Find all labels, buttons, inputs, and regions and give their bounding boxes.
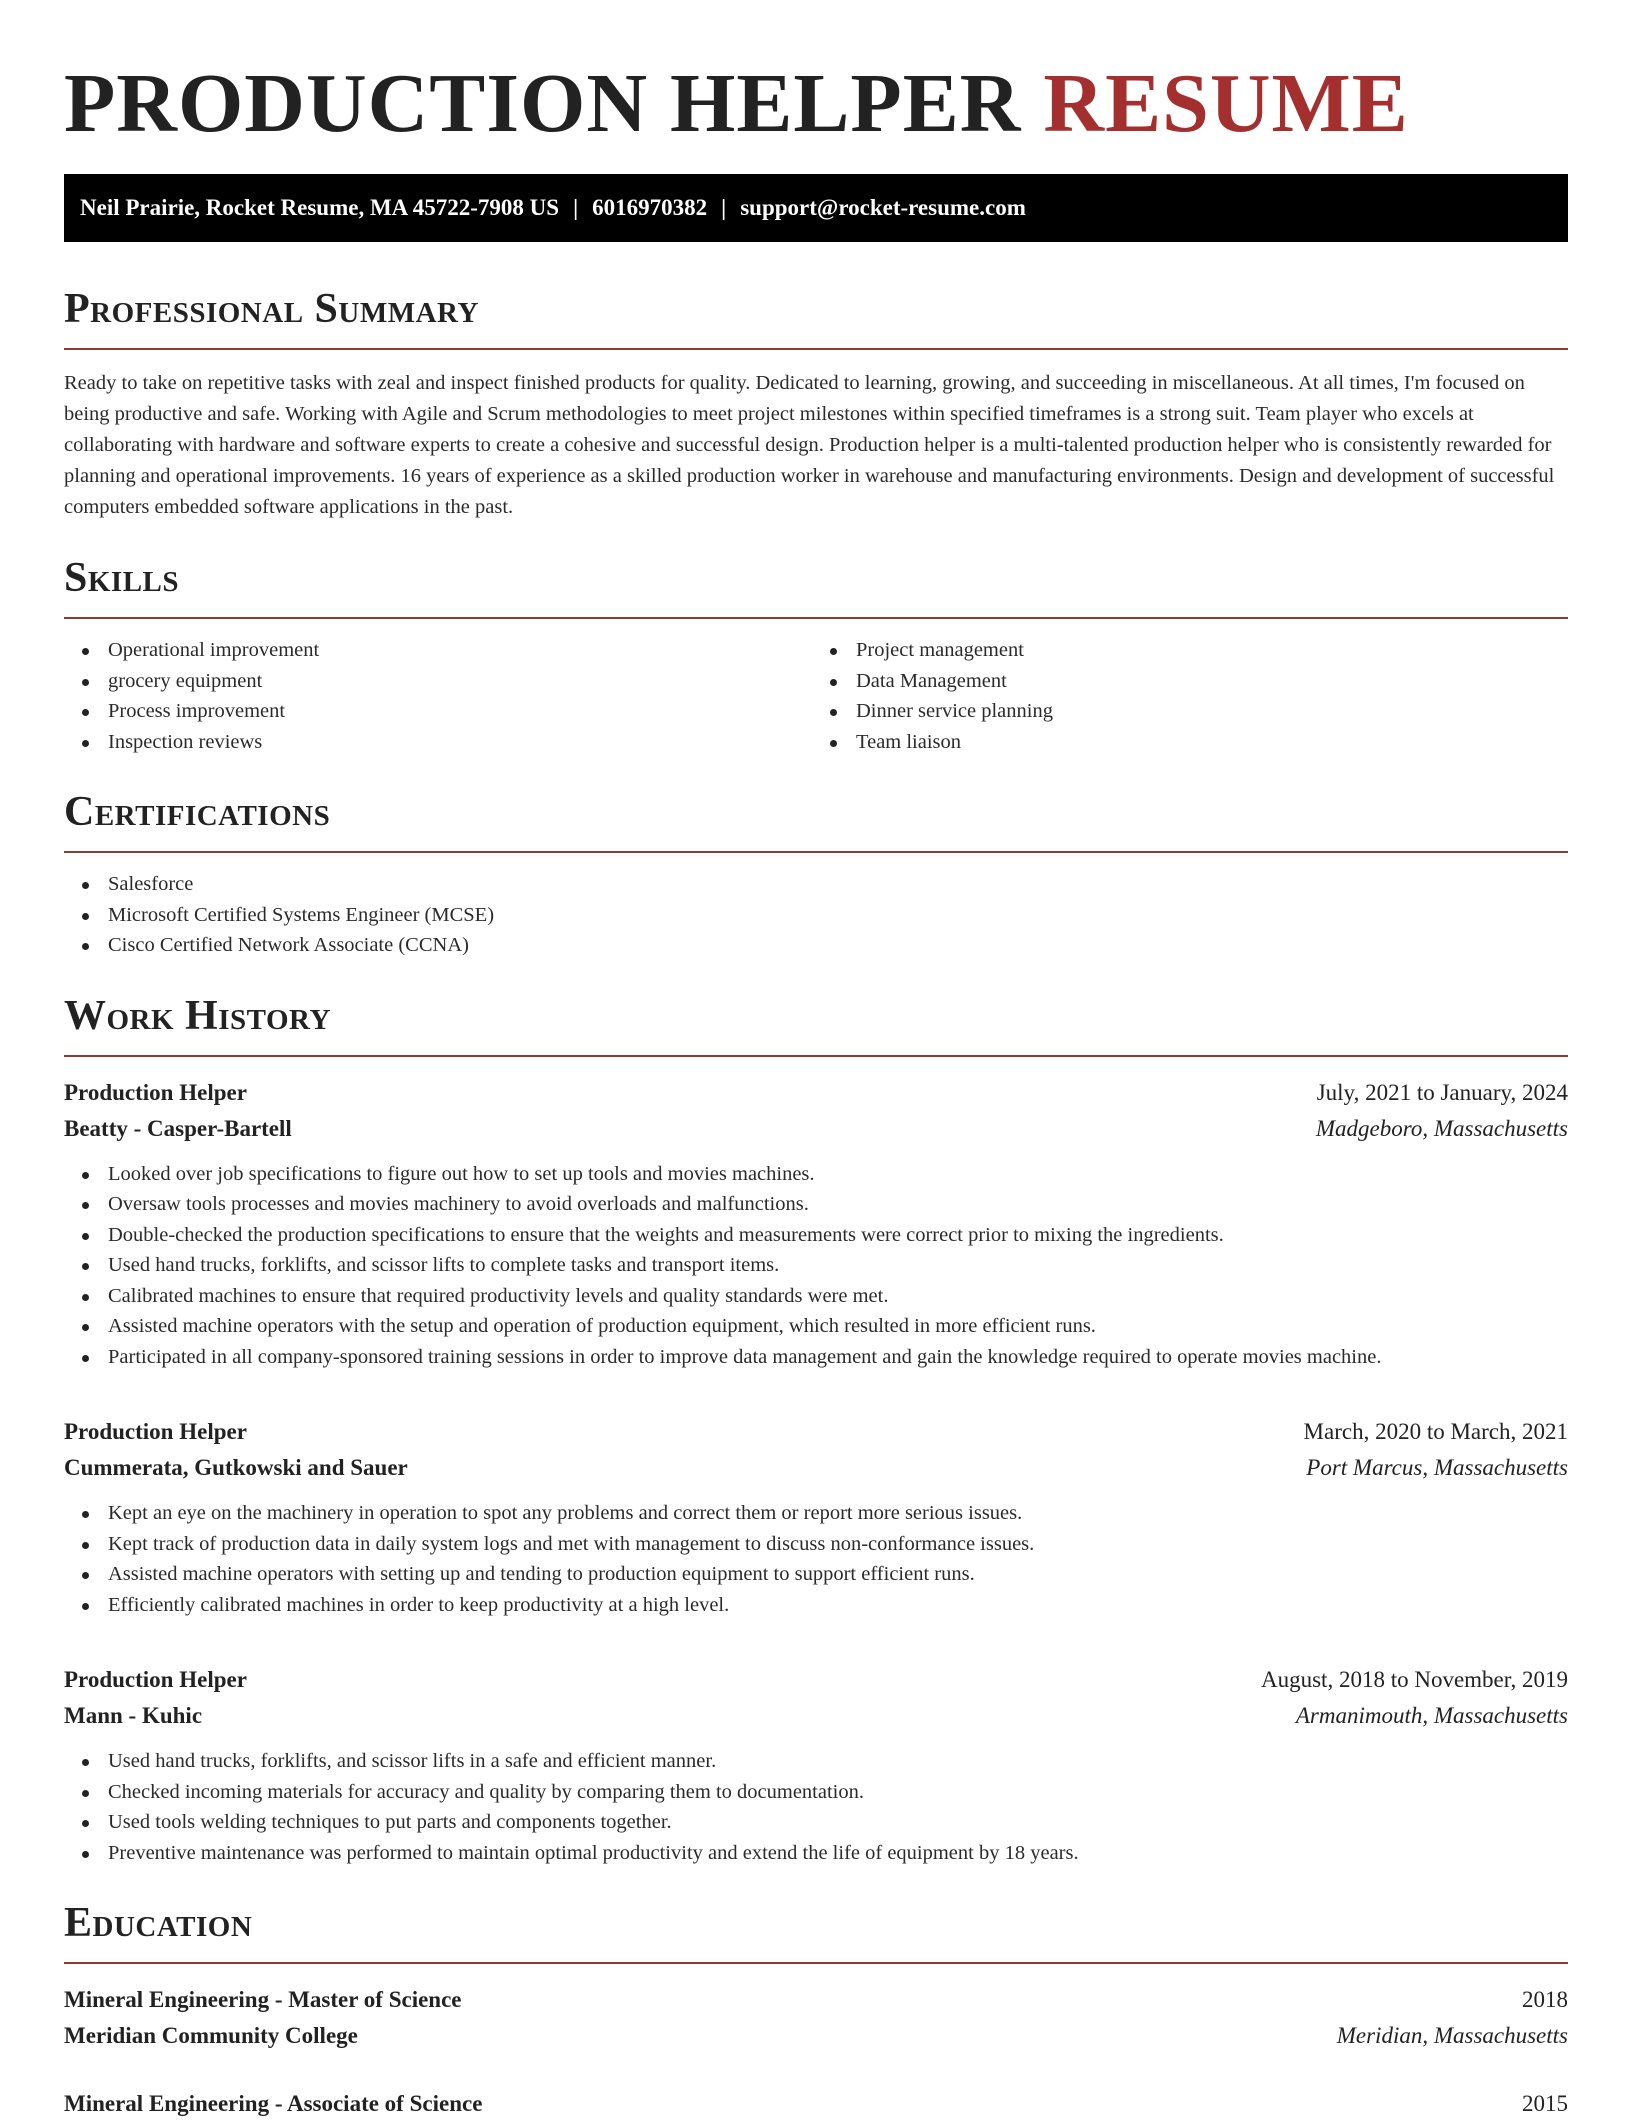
job-title: Production Helper [64,1419,247,1444]
job-duty: Assisted machine operators with the setup and operation of production equipment, which resulted in more efficient runs. [64,1311,1568,1342]
job-company-row [64,1450,1568,1486]
work-history-heading: Work History [64,992,331,1039]
job-company: Beatty - Casper-Bartell [64,1115,292,1141]
education-heading: Education [64,1900,253,1946]
job-duty: Used hand trucks, forklifts, and scissor lifts in a safe and efficient manner. [64,1746,1568,1777]
contact-address: Neil Prairie, Rocket Resume, MA 45722-7908 US [80,195,560,220]
job-dates: July, 2021 to January, 2024 [1316,1079,1568,1105]
education-header-row [64,2086,1568,2122]
summary-heading: Professional Summary [64,286,479,332]
job-duty: Calibrated machines to ensure that required productivity levels and quality standards were met. [64,1281,1568,1312]
job-entry [64,1414,1568,1620]
job-location: Armanimouth, Massachusetts [1295,1703,1568,1728]
job-duty: Looked over job specifications to figure out how to set up tools and movies machines. [64,1159,1568,1190]
job-header-row [64,1075,1568,1111]
job-company-row [64,1698,1568,1734]
skills-heading: Skills [64,555,180,601]
job-title: Production Helper [64,1667,247,1692]
section-divider [64,1055,1568,1057]
job-duty: Kept an eye on the machinery in operation to spot any problems and correct them or report more serious issues. [64,1498,1568,1529]
skill-item: Process improvement [64,696,816,727]
skills-section [64,553,1568,757]
contact-bar [64,174,1568,242]
contact-email: support@rocket-resume.com [740,195,1026,220]
education-school: Meridian Community College [64,2023,358,2048]
job-location: Madgeboro, Massachusetts [1315,1115,1568,1141]
title-accent: RESUME [1043,57,1409,150]
section-divider [64,1962,1568,1964]
education-degree: Mineral Engineering - Associate of Science [64,2091,483,2116]
job-title: Production Helper [64,1079,247,1105]
certification-item: Microsoft Certified Systems Engineer (MCSE) [64,900,1568,931]
education-section [64,1898,1568,2122]
job-duty: Used tools welding techniques to put parts and components together. [64,1807,1568,1838]
job-duties [64,1746,1568,1868]
education-school-row [64,2018,1568,2054]
skill-item: Inspection reviews [64,727,816,758]
education-entry [64,2086,1568,2122]
skill-item: Dinner service planning [816,696,1568,727]
certification-item: Salesforce [64,869,1568,900]
title-main: PRODUCTION HELPER [64,57,1022,150]
skills-columns [64,619,1568,757]
job-duties [64,1498,1568,1620]
skill-item: Project management [816,635,1568,666]
certifications-list [64,869,1568,961]
certifications-heading: Certifications [64,789,331,835]
job-duty: Double-checked the production specifications to ensure that the weights and measurements were correct prior to mixing the ingredients. [64,1220,1568,1251]
job-entry [64,1075,1568,1373]
education-location: Meridian, Massachusetts [1336,2023,1568,2048]
certifications-section [64,787,1568,961]
job-duty: Participated in all company-sponsored training sessions in order to improve data management and gain the knowledge required to operate movies machine. [64,1342,1568,1373]
job-dates: August, 2018 to November, 2019 [1261,1667,1568,1692]
education-entry [64,1982,1568,2054]
job-location: Port Marcus, Massachusetts [1306,1455,1568,1480]
summary-section [64,284,1568,523]
job-duty: Preventive maintenance was performed to maintain optimal productivity and extend the life of equipment by 18 years. [64,1838,1568,1869]
job-duty: Assisted machine operators with setting up and tending to production equipment to support efficient runs. [64,1559,1568,1590]
skills-list-right [816,635,1568,757]
skill-item: Operational improvement [64,635,816,666]
job-dates: March, 2020 to March, 2021 [1303,1419,1568,1444]
job-duty: Kept track of production data in daily system logs and met with management to discuss non-conformance issues. [64,1529,1568,1560]
job-header-row [64,1414,1568,1450]
job-entry [64,1662,1568,1868]
job-header-row [64,1662,1568,1698]
education-year: 2018 [1522,1987,1568,2012]
skill-item: Team liaison [816,727,1568,758]
education-header-row [64,1982,1568,2018]
work-history-section [64,991,1568,1869]
job-duty: Checked incoming materials for accuracy and quality by comparing them to documentation. [64,1777,1568,1808]
job-duty: Used hand trucks, forklifts, and scissor lifts to complete tasks and transport items. [64,1250,1568,1281]
certification-item: Cisco Certified Network Associate (CCNA) [64,930,1568,961]
job-duties [64,1159,1568,1373]
contact-separator: | [721,195,727,220]
skill-item: grocery equipment [64,666,816,697]
skill-item: Data Management [816,666,1568,697]
resume-title [64,0,1568,176]
summary-text: Ready to take on repetitive tasks with zeal and inspect finished products for quality. Dedicated to learning, growing, and succeeding in miscellaneous. At all times, I'm focused on being productive and safe. Working with Agile and Scrum methodologies to meet project milestones within specified timeframes is a strong suit. Team player who excels at collaborating with hardware and software experts to create a cohesive and successful design. Production helper is a multi-talented production helper who is consistently rewarded for planning and operational improvements. 16 years of experience as a skilled production worker in warehouse and manufacturing environments. Design and development of successful computers embedded software applications in the past. [64,372,1555,518]
education-year: 2015 [1522,2091,1568,2116]
job-company: Mann - Kuhic [64,1703,203,1728]
job-company-row [64,1111,1568,1147]
contact-phone: 6016970382 [592,195,708,220]
skills-list-left [64,635,816,757]
job-company: Cummerata, Gutkowski and Sauer [64,1455,408,1480]
job-duty: Oversaw tools processes and movies machinery to avoid overloads and malfunctions. [64,1189,1568,1220]
education-degree: Mineral Engineering - Master of Science [64,1987,462,2012]
section-divider [64,851,1568,853]
job-duty: Efficiently calibrated machines in order to keep productivity at a high level. [64,1590,1568,1621]
contact-separator: | [573,195,579,220]
section-divider [64,348,1568,350]
